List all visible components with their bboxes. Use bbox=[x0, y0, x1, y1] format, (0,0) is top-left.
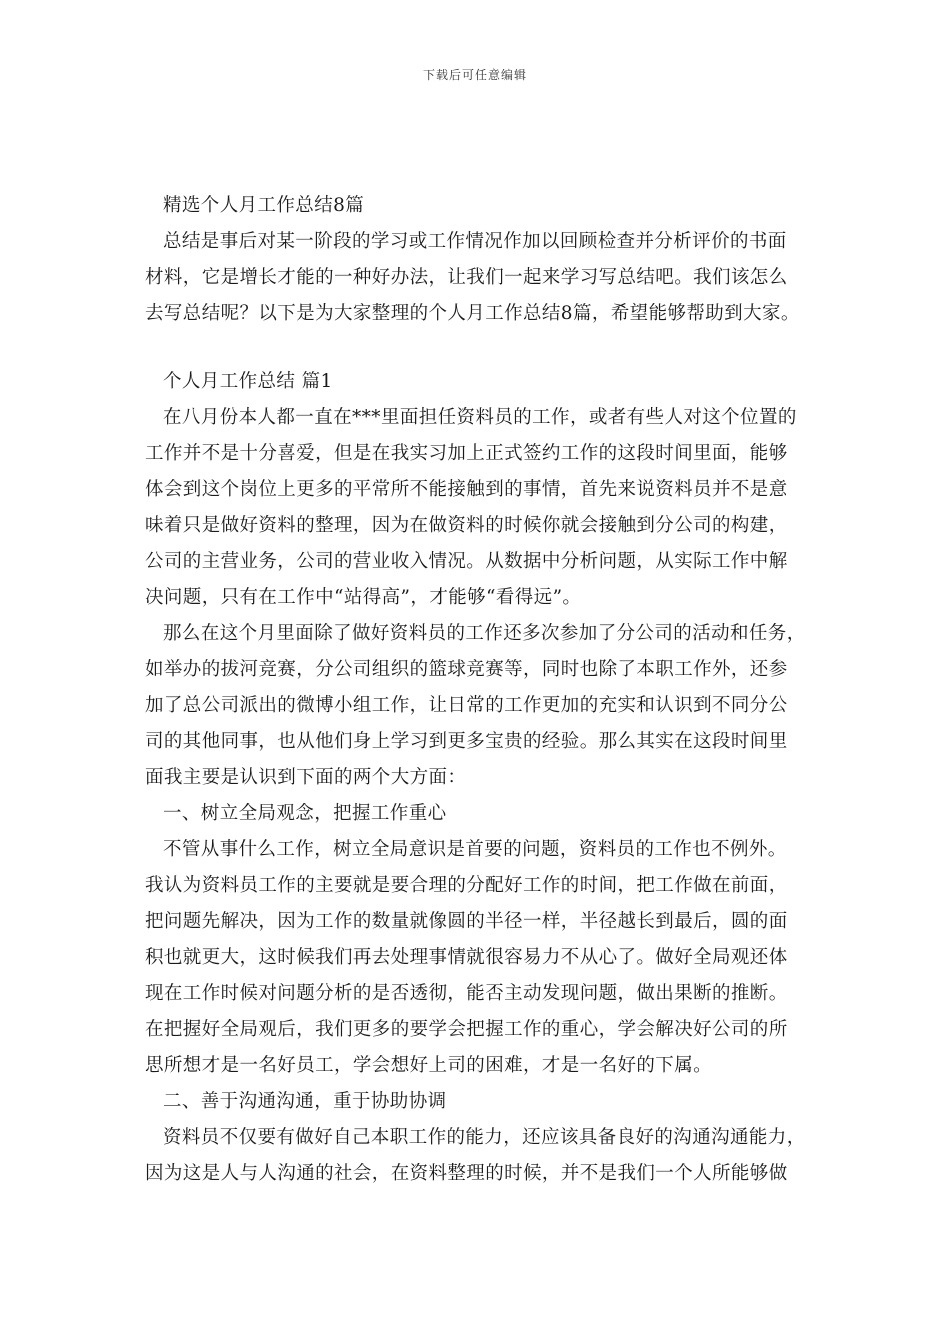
paragraph-line: 那么在这个月里面除了做好资料员的工作还多次参加了分公司的活动和任务， bbox=[163, 623, 806, 644]
section-heading: 个人月工作总结 篇1 bbox=[163, 371, 333, 392]
spacer bbox=[145, 332, 815, 364]
paragraph-line: 思所想才是一名好员工，学会想好上司的困难，才是一名好的下属。 bbox=[145, 1055, 713, 1076]
paragraph-line: 在把握好全局观后，我们更多的要学会把握工作的重心，学会解决好公司的所 bbox=[145, 1019, 788, 1040]
paragraph-line: 我认为资料员工作的主要就是要合理的分配好工作的时间，把工作做在前面， bbox=[145, 875, 788, 896]
paragraph-line: 现在工作时候对问题分析的是否透彻，能否主动发现问题，做出果断的推断。 bbox=[145, 983, 788, 1004]
paragraph-line: 加了总公司派出的微博小组工作，让日常的工作更加的充实和认识到不同分公 bbox=[145, 695, 788, 716]
paragraph-line: 积也就更大，这时候我们再去处理事情就很容易力不从心了。做好全局观还体 bbox=[145, 947, 788, 968]
paragraph-line: 如举办的拔河竞赛，分公司组织的篮球竞赛等，同时也除了本职工作外，还参 bbox=[145, 659, 788, 680]
document-title: 精选个人月工作总结8篇 bbox=[163, 195, 365, 216]
intro-line: 去写总结呢？以下是为大家整理的个人月工作总结8篇，希望能够帮助到大家。 bbox=[145, 303, 800, 324]
paragraph-line: 面我主要是认识到下面的两个大方面： bbox=[145, 767, 467, 788]
paragraph-line: 把问题先解决，因为工作的数量就像圆的半径一样，半径越长到最后，圆的面 bbox=[145, 911, 788, 932]
paragraph-line: 工作并不是十分喜爱，但是在我实习加上正式签约工作的这段时间里面，能够 bbox=[145, 443, 788, 464]
paragraph-line: 资料员不仅要有做好自己本职工作的能力，还应该具备良好的沟通沟通能力， bbox=[163, 1127, 806, 1148]
paragraph-line: 因为这是人与人沟通的社会，在资料整理的时候，并不是我们一个人所能够做 bbox=[145, 1163, 788, 1184]
paragraph-line: 司的其他同事，也从他们身上学习到更多宝贵的经验。那么其实在这段时间里 bbox=[145, 731, 788, 752]
paragraph-line: 决问题，只有在工作中“站得高”，才能够“看得远”。 bbox=[145, 587, 582, 608]
subsection-heading: 二、善于沟通沟通，重于协助协调 bbox=[163, 1091, 447, 1112]
paragraph-line: 味着只是做好资料的整理，因为在做资料的时候你就会接触到分公司的构建， bbox=[145, 515, 788, 536]
page-header: 下载后可任意编辑 bbox=[422, 68, 527, 82]
subsection-heading: 一、树立全局观念，把握工作重心 bbox=[163, 803, 447, 824]
paragraph-line: 在八月份本人都一直在***里面担任资料员的工作，或者有些人对这个位置的 bbox=[163, 407, 797, 428]
intro-line: 材料，它是增长才能的一种好办法，让我们一起来学习写总结吧。我们该怎么 bbox=[145, 267, 788, 288]
intro-line: 总结是事后对某一阶段的学习或工作情况作加以回顾检查并分析评价的书面 bbox=[163, 231, 787, 252]
document-body bbox=[145, 188, 815, 1192]
paragraph-line: 体会到这个岗位上更多的平常所不能接触到的事情，首先来说资料员并不是意 bbox=[145, 479, 788, 500]
paragraph-line: 不管从事什么工作，树立全局意识是首要的问题，资料员的工作也不例外。 bbox=[163, 839, 787, 860]
paragraph-line: 公司的主营业务，公司的营业收入情况。从数据中分析问题，从实际工作中解 bbox=[145, 551, 788, 572]
